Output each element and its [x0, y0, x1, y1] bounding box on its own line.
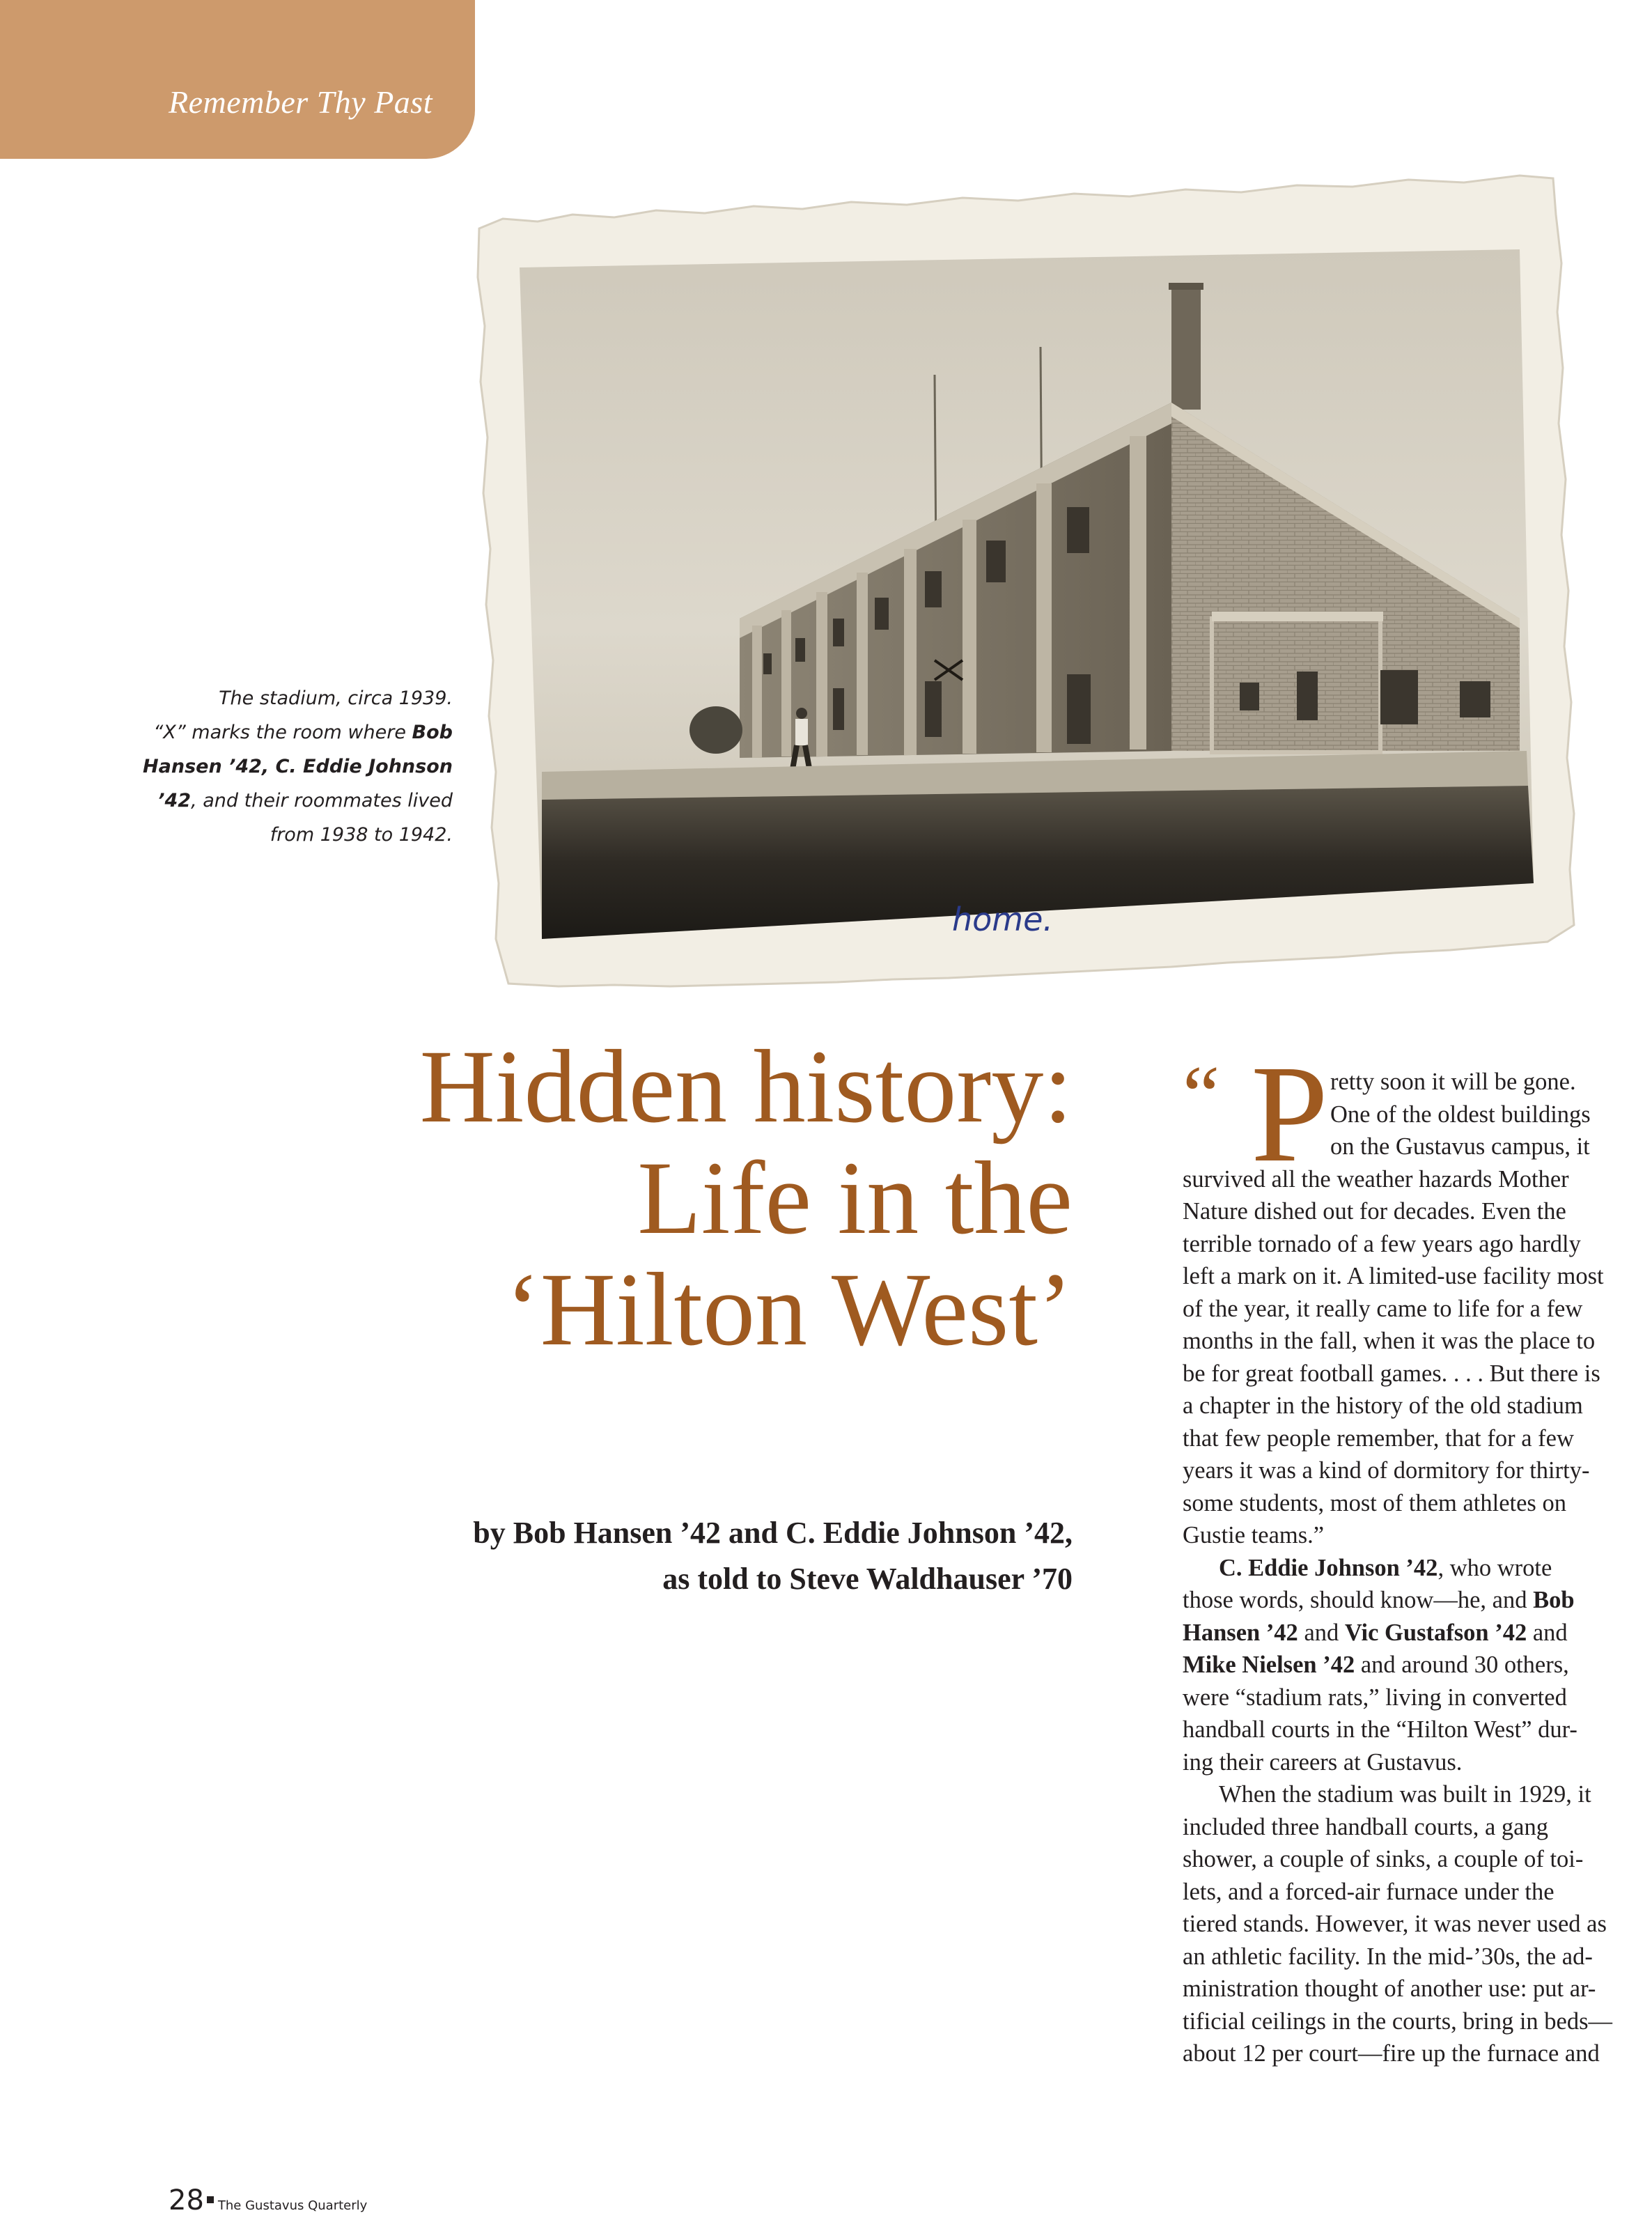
article-byline: by Bob Hansen ’42 and C. Eddie Johnson ’42, as told to Steve Waldhauser ’70 — [473, 1516, 1073, 1596]
publication-name: The Gustavus Quarterly — [217, 2198, 368, 2213]
photo-caption: The stadium, circa 1939. “X” marks the room where Bob Hansen ’42, C. Eddie Johnson ’42, and their roommates lived from 1938 to 1942. — [143, 688, 453, 846]
photo-handwriting: home. — [952, 901, 1054, 938]
drop-cap: P — [1251, 1037, 1329, 1191]
article-title: Hidden history: Life in the ‘Hilton West’ — [419, 1029, 1073, 1367]
opening-quote-mark: “ — [1183, 1048, 1220, 1141]
footer-bullet — [207, 2196, 214, 2203]
paragraph-2: C. Eddie Johnson ’42, who wrote those words, should know—he, and Bob Hansen ’42 and Vic Gustafson ’42 and Mike Nielsen ’42 and around 30 others, were “stadium rats,” living in converted handball courts in the “Hilton West” dur- ing their careers at Gustavus. — [1183, 1554, 1577, 1776]
section-tab — [0, 0, 475, 159]
paragraph-3: When the stadium was built in 1929, it included three handball courts, a gang shower, a couple of sinks, a couple of toi- lets, and a forced-air furnace under the tiered stands. However, it was never used as an athletic facility. In the mid-’30s, the ad- ministration thought of another use: put ar- tificial ceilings in the courts, bring in beds— about 12 per court—fire up the furnace and — [1183, 1781, 1613, 2067]
page-footer — [169, 2184, 367, 2216]
paragraph-1: retty soon it will be gone. One of the oldest buildings on the Gustavus campus, it survived all the weather hazards Mother Nature dished out for decades. Even the terrible tornado of a few years ago hardly left a mark on it. A limited-use facility most of the year, it really came to life for a few months in the fall, when it was the place to be for great football games. . . . But there is a chapter in the history of the old stadium that few people remember, that for a few years it was a kind of dormitory for thirty- some students, most of them athletes on Gustie teams.” — [1183, 1069, 1604, 1548]
stadium-photo-image — [475, 173, 1575, 989]
page-number: 28 — [169, 2184, 204, 2216]
stadium-photo — [475, 173, 1575, 989]
section-tab-label: Remember Thy Past — [169, 84, 433, 120]
article-body — [1183, 1037, 1635, 2070]
